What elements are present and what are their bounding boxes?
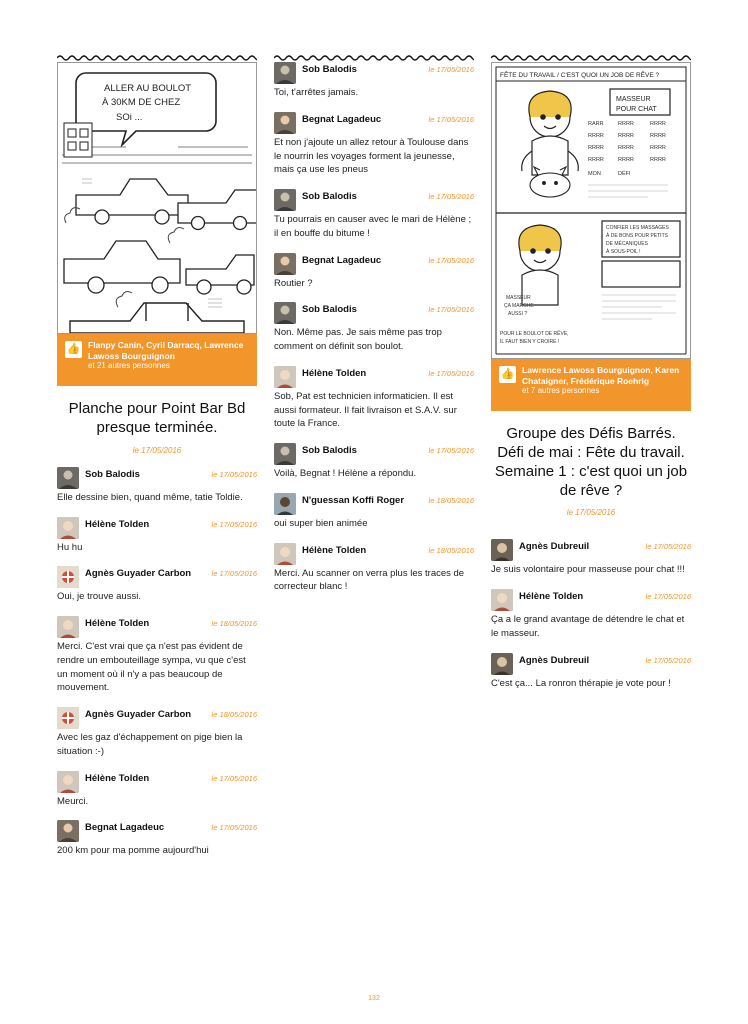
svg-text:POUR CHAT: POUR CHAT [616,106,657,113]
comment-author: Hélène Tolden [85,618,150,630]
comment [274,112,474,177]
comment-author: Agnès Guyader Carbon [85,709,192,721]
svg-text:RRRR: RRRR [618,133,634,139]
likes-others-wrap [491,386,691,411]
svg-text:RRRR: RRRR [588,157,604,163]
comment [491,653,691,691]
svg-text:CONFIER LES MASSAGES: CONFIER LES MASSAGES [606,225,669,231]
comment-text: Je suis volontaire pour masseuse pour chat !!! [491,564,685,576]
likes-names: Lawrence Lawoss Bourguignon, Karen Chataigner, Frédérique Roehrig [522,365,680,386]
comment-text: Meurci. [57,795,89,807]
comment-text: Tu pourrais en causer avec le mari de Hélène ; il en bouffe du bitume ! [274,214,472,239]
comment-date: le 18/05/2016 [211,619,257,629]
comment-text: Et non j'ajoute un allez retour à Toulouse dans le nourrin les voyages forment la jeunesse, mais ça use les pneus [274,136,469,176]
comment-author: Hélène Tolden [85,518,150,530]
comment [57,771,257,809]
likes-others-wrap [57,361,257,386]
avatar [57,820,79,842]
svg-text:DÉFI: DÉFI [618,171,631,177]
comic-panel-traffic [57,62,257,334]
comic-panel-defis [491,62,691,359]
comment-date: le 17/05/2016 [428,446,474,456]
svg-text:SOi ...: SOi ... [116,112,143,123]
svg-text:MASSEUR: MASSEUR [616,96,651,103]
svg-text:ALLER AU BOULOT: ALLER AU BOULOT [104,83,192,94]
wavy-divider-col2 [274,54,474,62]
thumbs-up-icon: 👍 [65,341,82,358]
comment-text: Ça a le grand avantage de détendre le chat et le masseur. [491,614,685,639]
comment-date: le 18/05/2016 [428,545,474,555]
svg-text:RRRR: RRRR [650,157,666,163]
svg-text:RRRR: RRRR [618,121,634,127]
avatar [57,566,79,588]
comment-date: le 17/05/2016 [645,542,691,552]
comment [57,820,257,858]
comment-text: Avec les gaz d'échappement on pige bien la situation :-) [57,732,243,757]
comment-date: le 17/05/2016 [428,192,474,202]
comment-author: Hélène Tolden [302,544,367,556]
comment [57,616,257,695]
comment-date: le 17/05/2016 [645,655,691,665]
comment-author: Hélène Tolden [302,367,367,379]
comment-date: le 17/05/2016 [428,305,474,315]
comment-date: le 17/05/2016 [211,823,257,833]
comment [491,589,691,641]
comment-author: Sob Balodis [302,64,357,75]
avatar [274,543,296,565]
comment [274,493,474,531]
comment-text: Non. Même pas. Je sais même pas trop comment on définit son boulot. [274,327,442,353]
comment [57,517,257,555]
comment-text: Merci. Au scanner on verra plus les traces de correcteur blanc ! [274,567,465,593]
avatar [274,112,296,134]
avatar [491,539,513,561]
comment-author: Sob Balodis [302,304,357,316]
svg-text:RRRR: RRRR [650,121,666,127]
comment-text: Voilà, Begnat ! Hélène a répondu. [274,468,417,480]
svg-text:RRRR: RRRR [618,157,634,163]
comment [274,189,474,241]
comment [57,707,257,759]
comment-author: Sob Balodis [302,445,357,457]
svg-text:RRRR: RRRR [618,145,634,151]
comment-text: Merci. C'est vrai que ça n'est pas évident de rendre un embouteillage sympa, vu que c'est un moment où il n'y a pas beaucoup de mouvement. [57,641,246,694]
comment [274,543,474,595]
avatar [274,62,296,84]
comment [491,539,691,577]
comment-text: Routier ? [274,277,313,289]
post-title-col3: Groupe des Défis Barrés. Défi de mai : Fête du travail. Semaine 1 : c'est quoi un job de rêve ? [494,425,688,499]
comment-date: le 17/05/2016 [645,592,691,602]
avatar [274,253,296,275]
comment-text: Toi, t'arrêtes jamais. [274,87,359,98]
comment-text: Elle dessine bien, quand même, tatie Toldie. [57,491,243,503]
comment-author: Hélène Tolden [519,591,584,603]
comment-text: C'est ça... La ronron thérapie je vote pour ! [491,677,671,689]
svg-text:AUSSI ?: AUSSI ? [508,311,528,317]
column-1 [57,62,257,858]
post-date-col3: le 17/05/2016 [566,508,616,518]
comment-text: Oui, je trouve aussi. [57,591,141,603]
comment [274,443,474,481]
svg-text:FÊTE DU TRAVAIL / C'EST QUOI U: FÊTE DU TRAVAIL / C'EST QUOI UN JOB DE RÊVE ? [500,72,660,79]
avatar [57,616,79,638]
svg-text:À SOUS-POIL !: À SOUS-POIL ! [606,249,641,255]
comment-date: le 17/05/2016 [211,773,257,783]
avatar [57,517,79,539]
comment-text: Hu hu [57,541,83,553]
post-date-col1: le 17/05/2016 [132,445,182,455]
comment-author: N'guessan Koffi Roger [302,494,405,506]
comment-date: le 17/05/2016 [211,569,257,579]
thumbs-up-icon: 👍 [499,366,516,383]
comment [274,253,474,291]
comment [57,467,257,505]
svg-text:MASSEUR: MASSEUR [506,295,531,301]
svg-text:MON: MON [588,171,601,177]
svg-text:RARR: RARR [588,121,604,127]
comment [274,62,474,100]
svg-text:RRRR: RRRR [588,145,604,151]
comment-author: Begnat Lagadeuc [302,113,382,125]
comment-date: le 17/05/2016 [211,519,257,529]
post-title-col1: Planche pour Point Bar Bd presque terminée. [68,400,246,436]
svg-text:DE MÉCANIQUES: DE MÉCANIQUES [606,241,648,247]
wavy-divider-col3 [491,54,691,62]
comment-date: le 17/05/2016 [428,255,474,265]
svg-text:À DE BONS POUR PETITS: À DE BONS POUR PETITS [606,233,668,239]
comment-author: Sob Balodis [302,191,357,203]
comment-date: le 17/05/2016 [428,114,474,124]
svg-text:POUR LE BOULOT DE RÊVE,: POUR LE BOULOT DE RÊVE, [500,331,569,337]
comment-author: Hélène Tolden [85,772,150,784]
page-number: 132 [368,995,380,1002]
comment-date: le 17/05/2016 [428,65,474,74]
avatar [491,653,513,675]
comment-date: le 18/05/2016 [428,495,474,505]
comment [57,566,257,604]
avatar [274,366,296,388]
avatar [274,443,296,465]
avatar [274,493,296,515]
svg-text:RRRR: RRRR [650,145,666,151]
comment-text: oui super bien animée [274,517,368,529]
comment-date: le 18/05/2016 [211,710,257,720]
avatar [57,771,79,793]
likes-names: Flanpy Canin, Cyril Darracq, Lawrence Lawoss Bourguignon [88,340,244,361]
comment-author: Begnat Lagadeuc [302,254,382,266]
comment-author: Agnès Guyader Carbon [85,568,192,580]
likes-others: et 7 autres personnes [522,386,600,396]
svg-text:RRRR: RRRR [588,133,604,139]
comment [274,366,474,431]
comment-author: Agnès Dubreuil [519,541,590,553]
svg-text:RRRR: RRRR [650,133,666,139]
comment-author: Agnès Dubreuil [519,654,590,666]
column-2 [274,62,474,594]
comment-date: le 17/05/2016 [211,469,257,479]
likes-others: et 21 autres personnes [88,361,170,371]
column-3 [491,62,691,690]
comment [274,302,474,354]
avatar [274,189,296,211]
comment-author: Sob Balodis [85,468,140,480]
avatar [57,467,79,489]
svg-text:ÇA MARCHE: ÇA MARCHE [504,303,534,309]
comment-text: Sob, Pat est technicien informaticien. Il est aussi formateur. Il fait livraison et S.A.V. sur toute la France. [274,390,457,430]
comment-text: 200 km pour ma pomme aujourd'hui [57,845,209,857]
comment-author: Begnat Lagadeuc [85,822,165,834]
wavy-divider-col1 [57,54,257,62]
avatar [491,589,513,611]
avatar [57,707,79,729]
svg-text:À 30KM DE CHEZ: À 30KM DE CHEZ [102,97,181,108]
comment-date: le 17/05/2016 [428,368,474,378]
avatar [274,302,296,324]
svg-text:IL FAUT BIEN Y CROIRE !: IL FAUT BIEN Y CROIRE ! [500,339,560,345]
